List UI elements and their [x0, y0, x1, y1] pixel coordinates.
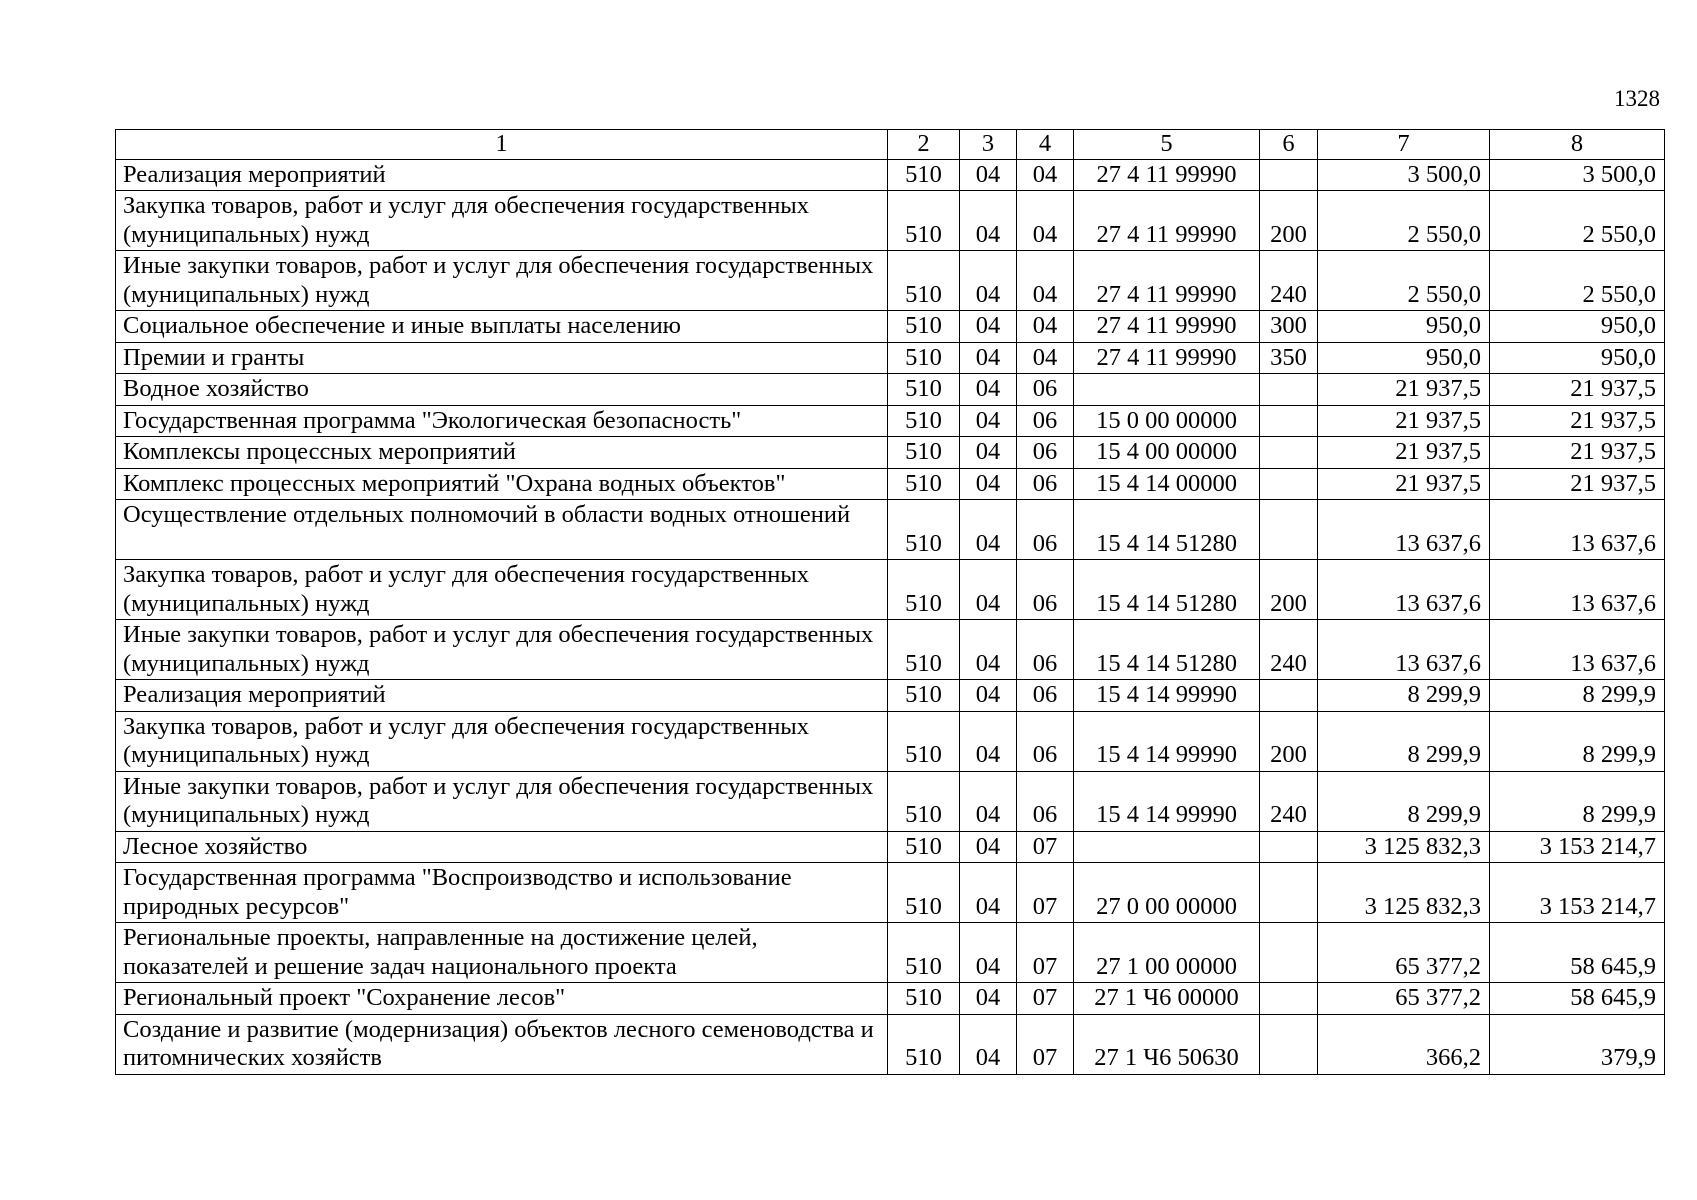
row-name: Комплексы процессных мероприятий [116, 437, 888, 469]
row-code-6: 240 [1260, 771, 1318, 831]
row-amount-7: 13 637,6 [1318, 560, 1490, 620]
table-row [116, 711, 1665, 771]
row-code-6 [1260, 863, 1318, 923]
row-code-2: 510 [888, 191, 960, 251]
row-code-3: 04 [960, 437, 1017, 469]
row-name: Комплекс процессных мероприятий "Охрана водных объектов" [116, 468, 888, 500]
row-amount-7: 13 637,6 [1318, 620, 1490, 680]
row-code-3: 04 [960, 560, 1017, 620]
row-code-5: 15 4 14 00000 [1074, 468, 1260, 500]
row-amount-8: 8 299,9 [1490, 711, 1665, 771]
row-code-2: 510 [888, 1014, 960, 1074]
row-name: Региональный проект "Сохранение лесов" [116, 983, 888, 1015]
row-code-6 [1260, 500, 1318, 560]
table-row [116, 374, 1665, 406]
row-code-2: 510 [888, 831, 960, 863]
row-code-6 [1260, 923, 1318, 983]
page-number: 1328 [1614, 86, 1660, 111]
row-code-5: 15 0 00 00000 [1074, 405, 1260, 437]
row-name: Социальное обеспечение и иные выплаты населению [116, 311, 888, 343]
row-name: Региональные проекты, направленные на достижение целей, показателей и решение задач национального проекта [116, 923, 888, 983]
row-amount-7: 366,2 [1318, 1014, 1490, 1074]
row-code-6: 240 [1260, 251, 1318, 311]
table-row [116, 863, 1665, 923]
row-code-3: 04 [960, 159, 1017, 191]
row-code-4: 07 [1017, 923, 1074, 983]
row-amount-7: 3 500,0 [1318, 159, 1490, 191]
row-code-4: 06 [1017, 500, 1074, 560]
row-name: Закупка товаров, работ и услуг для обеспечения государственных (муниципальных) нужд [116, 711, 888, 771]
row-amount-8: 8 299,9 [1490, 771, 1665, 831]
row-amount-7: 8 299,9 [1318, 771, 1490, 831]
header-cell-8: 8 [1490, 130, 1665, 160]
row-code-6 [1260, 831, 1318, 863]
table-row [116, 405, 1665, 437]
row-code-3: 04 [960, 923, 1017, 983]
row-code-6 [1260, 1014, 1318, 1074]
row-amount-8: 21 937,5 [1490, 437, 1665, 469]
row-code-6 [1260, 468, 1318, 500]
row-code-6 [1260, 374, 1318, 406]
row-code-2: 510 [888, 711, 960, 771]
row-name: Иные закупки товаров, работ и услуг для обеспечения государственных (муниципальных) нужд [116, 620, 888, 680]
table-row [116, 191, 1665, 251]
row-amount-7: 13 637,6 [1318, 500, 1490, 560]
row-code-4: 04 [1017, 311, 1074, 343]
row-code-3: 04 [960, 680, 1017, 712]
row-amount-7: 65 377,2 [1318, 923, 1490, 983]
row-code-2: 510 [888, 437, 960, 469]
row-name: Закупка товаров, работ и услуг для обеспечения государственных (муниципальных) нужд [116, 191, 888, 251]
row-name: Государственная программа "Экологическая безопасность" [116, 405, 888, 437]
row-code-5: 27 1 00 00000 [1074, 923, 1260, 983]
row-name: Закупка товаров, работ и услуг для обеспечения государственных (муниципальных) нужд [116, 560, 888, 620]
row-code-2: 510 [888, 311, 960, 343]
row-amount-8: 950,0 [1490, 311, 1665, 343]
row-code-4: 04 [1017, 159, 1074, 191]
table-row [116, 468, 1665, 500]
row-code-5: 15 4 00 00000 [1074, 437, 1260, 469]
row-amount-8: 3 153 214,7 [1490, 863, 1665, 923]
row-name: Осуществление отдельных полномочий в области водных отношений [116, 500, 888, 560]
row-amount-7: 21 937,5 [1318, 437, 1490, 469]
row-code-4: 06 [1017, 560, 1074, 620]
row-code-2: 510 [888, 680, 960, 712]
row-code-6: 200 [1260, 191, 1318, 251]
row-code-3: 04 [960, 983, 1017, 1015]
row-name: Лесное хозяйство [116, 831, 888, 863]
row-code-4: 06 [1017, 620, 1074, 680]
header-row [116, 130, 1665, 160]
row-code-3: 04 [960, 711, 1017, 771]
row-amount-7: 3 125 832,3 [1318, 831, 1490, 863]
row-name: Создание и развитие (модернизация) объектов лесного семеноводства и питомнических хозяйств [116, 1014, 888, 1074]
row-code-4: 04 [1017, 342, 1074, 374]
row-code-5: 15 4 14 51280 [1074, 560, 1260, 620]
table-row [116, 680, 1665, 712]
row-code-2: 510 [888, 159, 960, 191]
row-code-6 [1260, 983, 1318, 1015]
row-amount-7: 21 937,5 [1318, 374, 1490, 406]
table-row [116, 342, 1665, 374]
row-amount-8: 2 550,0 [1490, 191, 1665, 251]
row-amount-7: 8 299,9 [1318, 680, 1490, 712]
row-name: Иные закупки товаров, работ и услуг для обеспечения государственных (муниципальных) нужд [116, 771, 888, 831]
row-amount-8: 379,9 [1490, 1014, 1665, 1074]
row-code-4: 07 [1017, 1014, 1074, 1074]
row-amount-8: 21 937,5 [1490, 405, 1665, 437]
row-code-5: 15 4 14 99990 [1074, 711, 1260, 771]
row-amount-8: 8 299,9 [1490, 680, 1665, 712]
row-code-3: 04 [960, 374, 1017, 406]
table-row [116, 923, 1665, 983]
row-code-6 [1260, 405, 1318, 437]
row-code-3: 04 [960, 468, 1017, 500]
row-amount-7: 21 937,5 [1318, 468, 1490, 500]
row-code-2: 510 [888, 620, 960, 680]
row-name: Государственная программа "Воспроизводство и использование природных ресурсов" [116, 863, 888, 923]
row-code-6 [1260, 159, 1318, 191]
row-code-3: 04 [960, 620, 1017, 680]
row-amount-8: 3 500,0 [1490, 159, 1665, 191]
row-code-6 [1260, 680, 1318, 712]
row-code-3: 04 [960, 342, 1017, 374]
row-code-2: 510 [888, 863, 960, 923]
row-code-4: 06 [1017, 374, 1074, 406]
row-code-5: 15 4 14 99990 [1074, 680, 1260, 712]
row-code-3: 04 [960, 251, 1017, 311]
row-code-2: 510 [888, 342, 960, 374]
row-name: Иные закупки товаров, работ и услуг для обеспечения государственных (муниципальных) нужд [116, 251, 888, 311]
row-amount-7: 950,0 [1318, 342, 1490, 374]
row-code-5: 27 4 11 99990 [1074, 191, 1260, 251]
row-amount-8: 13 637,6 [1490, 560, 1665, 620]
row-amount-7: 2 550,0 [1318, 191, 1490, 251]
row-amount-8: 3 153 214,7 [1490, 831, 1665, 863]
row-amount-8: 13 637,6 [1490, 500, 1665, 560]
table-row [116, 437, 1665, 469]
row-code-3: 04 [960, 500, 1017, 560]
row-code-5: 27 1 Ч6 00000 [1074, 983, 1260, 1015]
row-code-3: 04 [960, 863, 1017, 923]
row-amount-7: 65 377,2 [1318, 983, 1490, 1015]
row-code-4: 06 [1017, 711, 1074, 771]
row-code-2: 510 [888, 983, 960, 1015]
row-code-4: 07 [1017, 831, 1074, 863]
row-code-6: 350 [1260, 342, 1318, 374]
row-amount-8: 13 637,6 [1490, 620, 1665, 680]
row-name: Реализация мероприятий [116, 680, 888, 712]
row-code-6: 200 [1260, 560, 1318, 620]
row-code-2: 510 [888, 560, 960, 620]
header-cell-7: 7 [1318, 130, 1490, 160]
row-code-6: 200 [1260, 711, 1318, 771]
row-amount-7: 8 299,9 [1318, 711, 1490, 771]
row-name: Реализация мероприятий [116, 159, 888, 191]
row-code-4: 04 [1017, 191, 1074, 251]
table-row [116, 500, 1665, 560]
row-amount-8: 21 937,5 [1490, 468, 1665, 500]
row-code-5: 15 4 14 51280 [1074, 500, 1260, 560]
row-code-5: 27 0 00 00000 [1074, 863, 1260, 923]
row-code-4: 06 [1017, 405, 1074, 437]
row-amount-8: 2 550,0 [1490, 251, 1665, 311]
row-amount-7: 950,0 [1318, 311, 1490, 343]
row-code-2: 510 [888, 771, 960, 831]
header-cell-4: 4 [1017, 130, 1074, 160]
row-code-4: 06 [1017, 771, 1074, 831]
row-code-4: 04 [1017, 251, 1074, 311]
row-code-5: 27 4 11 99990 [1074, 159, 1260, 191]
row-code-5: 15 4 14 99990 [1074, 771, 1260, 831]
row-amount-8: 950,0 [1490, 342, 1665, 374]
row-code-2: 510 [888, 251, 960, 311]
row-code-3: 04 [960, 191, 1017, 251]
row-code-3: 04 [960, 831, 1017, 863]
table-row [116, 311, 1665, 343]
row-code-3: 04 [960, 771, 1017, 831]
row-code-5: 27 4 11 99990 [1074, 311, 1260, 343]
budget-table [115, 129, 1665, 1075]
row-code-4: 06 [1017, 680, 1074, 712]
table-row [116, 620, 1665, 680]
table-row [116, 983, 1665, 1015]
table-row [116, 560, 1665, 620]
row-code-2: 510 [888, 374, 960, 406]
row-code-3: 04 [960, 1014, 1017, 1074]
row-amount-7: 3 125 832,3 [1318, 863, 1490, 923]
row-code-2: 510 [888, 405, 960, 437]
row-code-3: 04 [960, 405, 1017, 437]
header-cell-5: 5 [1074, 130, 1260, 160]
header-cell-6: 6 [1260, 130, 1318, 160]
row-code-4: 06 [1017, 468, 1074, 500]
row-amount-7: 21 937,5 [1318, 405, 1490, 437]
header-cell-3: 3 [960, 130, 1017, 160]
row-code-5 [1074, 831, 1260, 863]
row-amount-7: 2 550,0 [1318, 251, 1490, 311]
row-code-5: 27 1 Ч6 50630 [1074, 1014, 1260, 1074]
row-code-2: 510 [888, 923, 960, 983]
row-amount-8: 21 937,5 [1490, 374, 1665, 406]
row-code-3: 04 [960, 311, 1017, 343]
table-row [116, 831, 1665, 863]
table-row [116, 251, 1665, 311]
row-code-6: 300 [1260, 311, 1318, 343]
table-row [116, 771, 1665, 831]
row-code-4: 07 [1017, 863, 1074, 923]
row-code-5: 15 4 14 51280 [1074, 620, 1260, 680]
row-code-4: 06 [1017, 437, 1074, 469]
row-code-2: 510 [888, 468, 960, 500]
row-amount-8: 58 645,9 [1490, 983, 1665, 1015]
row-name: Премии и гранты [116, 342, 888, 374]
row-code-5: 27 4 11 99990 [1074, 251, 1260, 311]
row-code-2: 510 [888, 500, 960, 560]
header-cell-2: 2 [888, 130, 960, 160]
row-code-6: 240 [1260, 620, 1318, 680]
table-row [116, 159, 1665, 191]
header-cell-1: 1 [116, 130, 888, 160]
row-code-6 [1260, 437, 1318, 469]
row-code-5 [1074, 374, 1260, 406]
row-amount-8: 58 645,9 [1490, 923, 1665, 983]
row-code-5: 27 4 11 99990 [1074, 342, 1260, 374]
row-name: Водное хозяйство [116, 374, 888, 406]
table-row [116, 1014, 1665, 1074]
row-code-4: 07 [1017, 983, 1074, 1015]
